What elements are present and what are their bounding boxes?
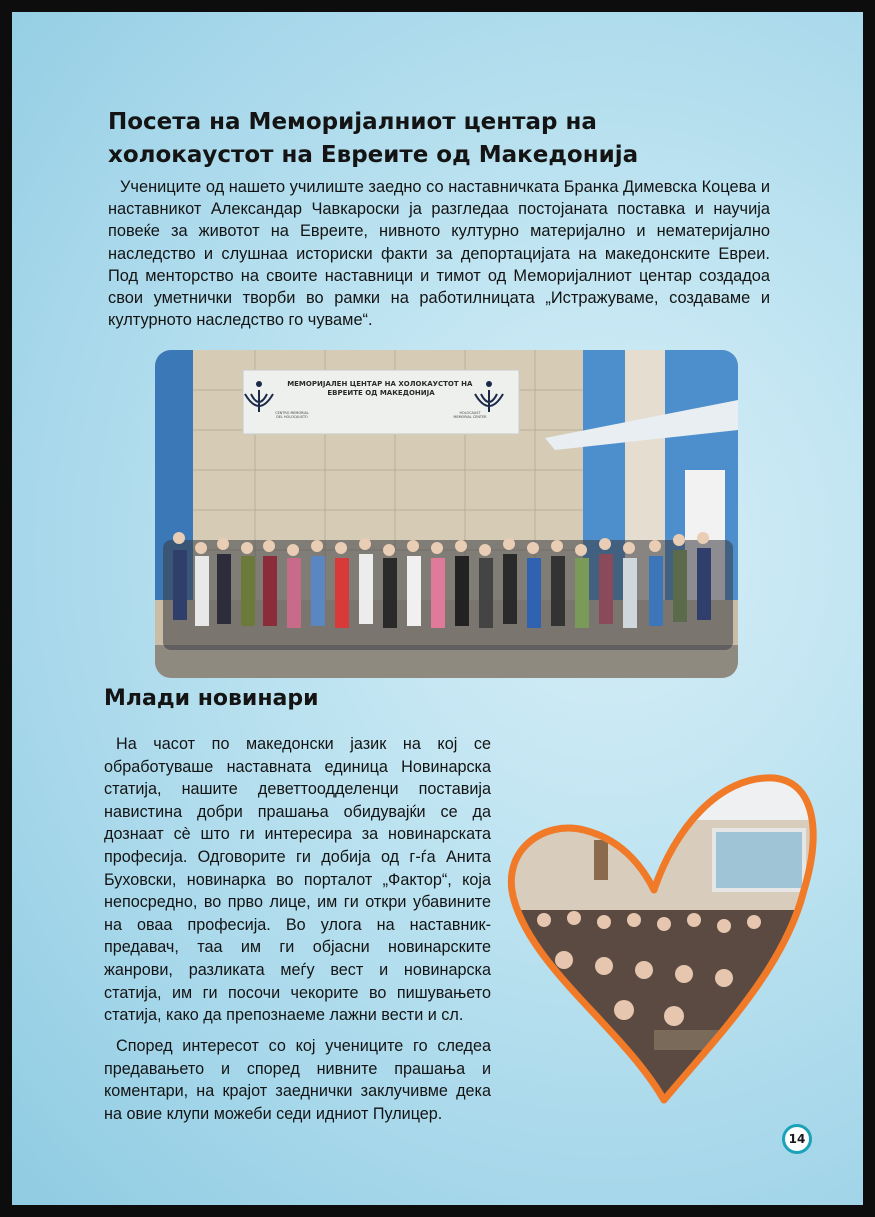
memorial-group-photo [155, 350, 738, 678]
magazine-page [12, 12, 863, 1205]
classroom-heart-photo [504, 760, 824, 1112]
svg-text:HOLOCAUST: HOLOCAUST [459, 411, 481, 415]
article-body-memorial: Учениците од нашето училиште заедно со наставничката Бранка Димевска Коцева и наставникот Александар Чавкароски ја разгледаа постојаната поставка и научија повеќе за животот на Евреите, нивното културно материјално и нематеријално наследство и слушнаа историски факти за депортацијата на македонските Евреи. Под менторство на своите наставници и тимот од Меморијалниот центар создадоа свои уметнички творби во рамки на работилницата „Истражуваме, создаваме и културното наследство го чуваме“. [108, 178, 770, 330]
svg-text:DEL HOLOCAUSTO: DEL HOLOCAUSTO [276, 415, 308, 419]
article-body-paragraph-2: Според интересот со кој учениците го следеа предавањето и според нивните прашања и коментари, на крајот заеднички заклучивме дека на овие клупи можеби седи идниот Пулицер. [104, 1037, 491, 1123]
svg-text:CENTRO MEMORIAL: CENTRO MEMORIAL [275, 411, 309, 415]
page-number: 14 [782, 1124, 812, 1154]
svg-text:MEMORIAL CENTER: MEMORIAL CENTER [453, 415, 487, 419]
student-group [163, 532, 733, 650]
memorial-sign-text: МЕМОРИЈАЛЕН ЦЕНТАР НА ХОЛОКАУСТОТ НА ЕВРЕИТЕ ОД МАКЕДОНИЈА [287, 380, 473, 397]
article-body-paragraph-1: На часот по македонски јазик на кој се обработуваше наставната единица Новинарска статија, нашите деветтоодделенци поставија навистина добри прашања обидувајќи се да дознаат сè што ги интересира за новинарската професија. Одговорите ги добија од г-ѓа Анита Буховски, новинарка во порталот „Фактор“, која непосредно, во прво лице, им ги откри убавините на оваа професија. Во улога на наставник-предавач, таа им ги објасни новинарските жанрови, разликата меѓу вест и новинарска статија, им ги посочи чекорите во пишувањето статија, како да препознаеме лажни вести и сл. [104, 735, 491, 1025]
article-title-young-journalists: Млади новинари [104, 686, 319, 711]
article-title-memorial: Посета на Меморијалниот центар на холокаустот на Евреите од Македонија [108, 109, 639, 168]
